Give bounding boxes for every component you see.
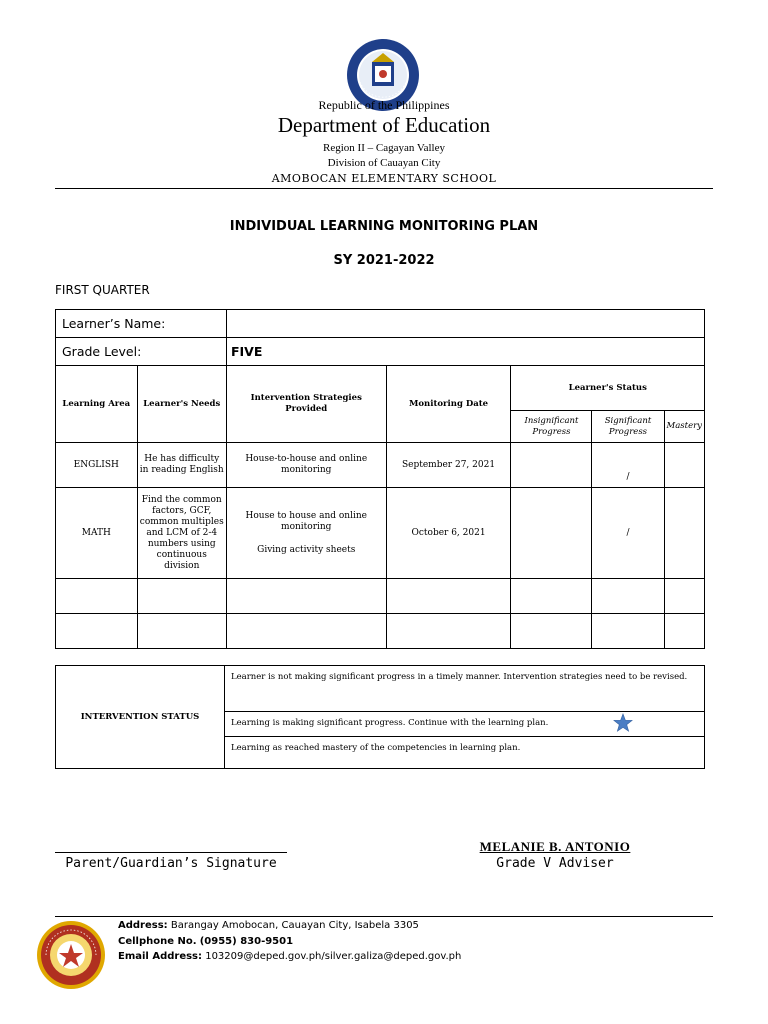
- region-heading: Region II – Cagayan Valley: [323, 142, 445, 154]
- school-heading: AMOBOCAN ELEMENTARY SCHOOL: [271, 172, 497, 185]
- status-option-continue: [225, 712, 705, 737]
- department-heading: Department of Education: [277, 113, 491, 137]
- col-insignificant: Insignificant Progress: [511, 411, 592, 443]
- grade-level-value: FIVE: [226, 338, 704, 366]
- footer-phone: [118, 936, 293, 947]
- intervention-status-table: [55, 665, 705, 769]
- address-value: Barangay Amobocan, Cauayan City, Isabela 3305: [170, 920, 419, 931]
- table-row: [56, 443, 705, 488]
- table-row: [56, 614, 705, 649]
- learner-name-value: [226, 310, 704, 338]
- cell-date: September 27, 2021: [386, 443, 511, 488]
- phone-label: Cellphone No.: [118, 936, 197, 947]
- address-label: Address:: [118, 920, 168, 931]
- republic-heading: Republic of the Philippines: [318, 98, 450, 112]
- strategy-text: House-to-house and online monitoring: [245, 454, 368, 475]
- star-icon: [612, 712, 634, 734]
- adviser-name: MELANIE B. ANTONIO: [479, 839, 631, 854]
- cell-strategies: [226, 488, 386, 579]
- footer-address: [118, 920, 419, 931]
- parent-signature-line: [55, 852, 287, 853]
- col-significant: Significant Progress: [592, 411, 664, 443]
- document-title: INDIVIDUAL LEARNING MONITORING PLAN: [229, 219, 539, 234]
- footer-email: [118, 951, 461, 962]
- cell-mastery: [664, 488, 705, 579]
- col-learners-status: Learner's Status: [511, 366, 705, 411]
- school-year: SY 2021-2022: [333, 253, 435, 268]
- cell-area: ENGLISH: [56, 443, 138, 488]
- strategy-text-2: Giving activity sheets: [257, 544, 356, 555]
- intervention-status-label: INTERVENTION STATUS: [56, 666, 225, 769]
- col-mastery: Mastery: [664, 411, 705, 443]
- cell-strategies: [226, 443, 386, 488]
- email-value: 103209@deped.gov.ph/silver.galiza@deped.gov.ph: [205, 951, 462, 962]
- strategy-text: House to house and online monitoring: [245, 510, 367, 532]
- cell-insignificant: [511, 488, 592, 579]
- table-row: [56, 488, 705, 579]
- cell-significant: /: [592, 488, 664, 579]
- quarter-label: FIRST QUARTER: [55, 283, 150, 297]
- col-monitoring-date: Monitoring Date: [386, 366, 511, 443]
- col-learners-needs: Learner's Needs: [137, 366, 226, 443]
- school-seal-logo: [36, 920, 106, 990]
- cell-mastery: [664, 443, 705, 488]
- adviser-role: Grade V Adviser: [496, 856, 614, 871]
- cell-significant: /: [592, 443, 664, 488]
- cell-needs: He has difficulty in reading English: [137, 443, 226, 488]
- col-strategies: Intervention Strategies Provided: [226, 366, 386, 443]
- header-divider: [55, 188, 713, 189]
- grade-level-label: Grade Level:: [56, 338, 227, 366]
- status-option-mastery: Learning as reached mastery of the competencies in learning plan.: [225, 737, 705, 769]
- cell-date: October 6, 2021: [386, 488, 511, 579]
- monitoring-table: [55, 309, 705, 649]
- status-option-revise: Learner is not making significant progress in a timely manner. Intervention strategies need to be revised.: [225, 666, 705, 712]
- cell-area: MATH: [56, 488, 138, 579]
- parent-signature-label: Parent/Guardian’s Signature: [65, 856, 277, 871]
- footer-divider: [55, 916, 713, 917]
- status-option-text: Learning is making significant progress. Continue with the learning plan.: [231, 718, 549, 728]
- division-heading: Division of Cauayan City: [327, 157, 441, 169]
- cell-insignificant: [511, 443, 592, 488]
- col-learning-area: Learning Area: [56, 366, 138, 443]
- cell-needs: Find the common factors, GCF, common multiples and LCM of 2-4 numbers using continuous division: [137, 488, 226, 579]
- table-row: [56, 579, 705, 614]
- phone-value: (0955) 830-9501: [199, 936, 294, 947]
- email-label: Email Address:: [118, 951, 203, 962]
- learner-name-label: Learner’s Name:: [56, 310, 227, 338]
